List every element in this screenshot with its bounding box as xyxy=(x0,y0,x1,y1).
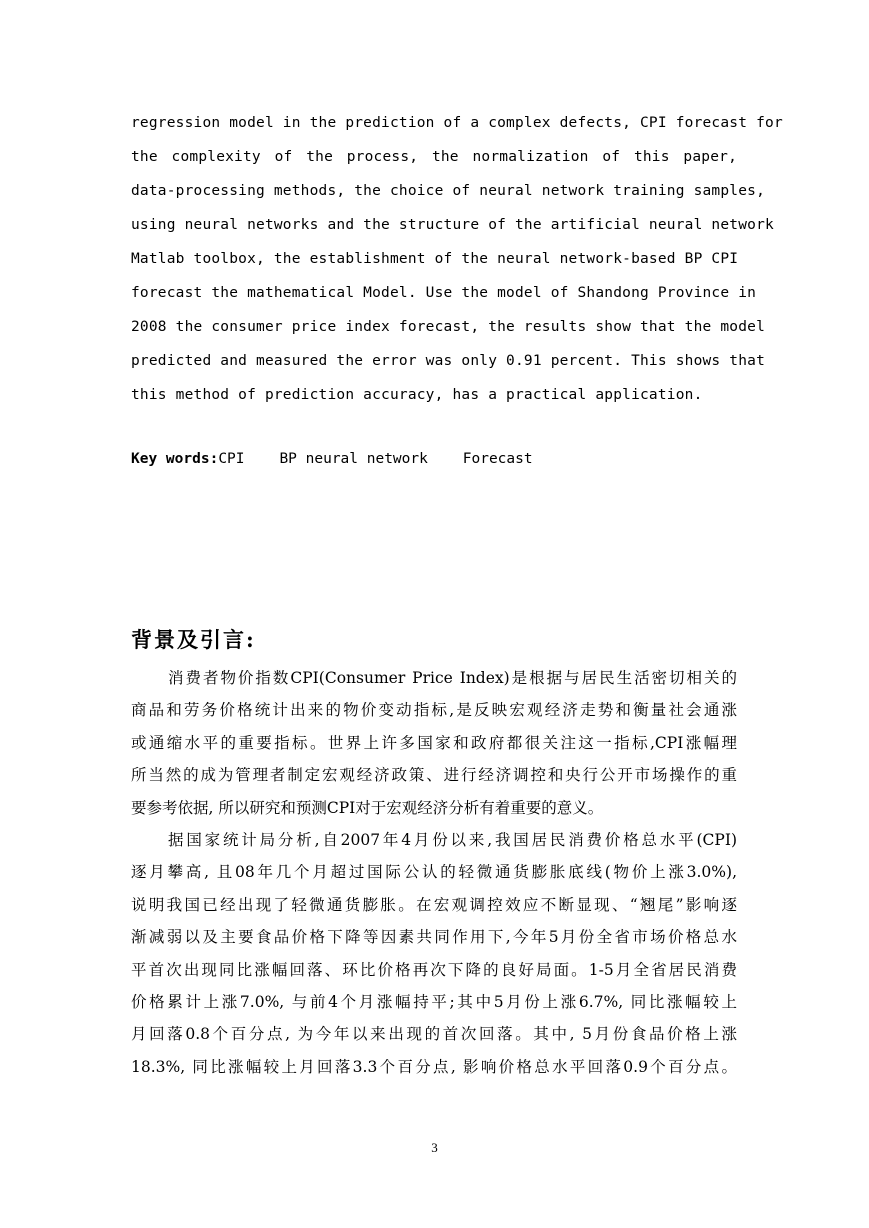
body-paragraphs xyxy=(131,664,737,1085)
body-line: 逐月攀高, 且08年几个月超过国际公认的轻微通货膨胀底线(物价上涨3.0%), xyxy=(131,863,737,882)
abstract-paragraph xyxy=(131,110,783,416)
body-line: 商品和劳务价格统计出来的物价变动指标,是反映宏观经济走势和衡量社会通涨 xyxy=(131,701,737,720)
section-heading: 背景及引言: xyxy=(131,627,256,652)
body-line: 渐减弱以及主要食品价格下降等因素共同作用下,今年5月份全省市场价格总水 xyxy=(131,928,737,947)
body-line: 要参考依据, 所以研究和预测CPI对于宏观经济分析有着重要的意义。 xyxy=(131,798,604,817)
keyword-item: CPI xyxy=(218,451,245,467)
keyword-item: Forecast xyxy=(462,451,533,467)
body-line: 消费者物价指数CPI(Consumer Price Index)是根据与居民生活密切相关的 xyxy=(168,669,737,687)
abstract-line: regression model in the prediction of a complex defects, CPI forecast for xyxy=(131,115,783,131)
abstract-line: the complexity of the process, the normalization of this paper, xyxy=(131,149,737,165)
body-line: 或通缩水平的重要指标。世界上许多国家和政府都很关注这一指标,CPI涨幅理 xyxy=(131,733,737,752)
abstract-line: 2008 the consumer price index forecast, the results show that the model xyxy=(131,319,766,335)
abstract-line: data-processing methods, the choice of neural network training samples, xyxy=(131,183,766,199)
body-line: 平首次出现同比涨幅回落、环比价格再次下降的良好局面。1-5月全省居民消费 xyxy=(131,960,737,979)
abstract-line: predicted and measured the error was only 0.91 percent. This shows that xyxy=(131,353,766,369)
abstract-line: using neural networks and the structure of the artificial neural network xyxy=(131,217,774,233)
body-line: 价格累计上涨7.0%, 与前4个月涨幅持平;其中5月份上涨6.7%, 同比涨幅较上 xyxy=(131,992,737,1011)
body-line: 月回落0.8个百分点, 为今年以来出现的首次回落。其中, 5月份食品价格上涨 xyxy=(131,1025,737,1044)
body-line: 所当然的成为管理者制定宏观经济政策、进行经济调控和央行公开市场操作的重 xyxy=(131,766,737,785)
abstract-line: forecast the mathematical Model. Use the model of Shandong Province in xyxy=(131,285,757,301)
keywords-line xyxy=(131,451,533,467)
abstract-line: this method of prediction accuracy, has a practical application. xyxy=(131,387,703,403)
keyword-item: BP neural network xyxy=(279,451,428,467)
page-number: 3 xyxy=(431,1140,438,1155)
keywords-label: Key words: xyxy=(131,451,219,467)
body-line: 据国家统计局分析,自2007年4月份以来,我国居民消费价格总水平(CPI) xyxy=(168,830,737,849)
body-line: 18.3%, 同比涨幅较上月回落3.3个百分点, 影响价格总水平回落0.9个百分点。 xyxy=(131,1057,737,1076)
abstract-line: Matlab toolbox, the establishment of the neural network-based BP CPI xyxy=(131,251,739,267)
body-line: 说明我国已经出现了轻微通货膨胀。在宏观调控效应不断显现、“翘尾”影响逐 xyxy=(131,895,737,914)
